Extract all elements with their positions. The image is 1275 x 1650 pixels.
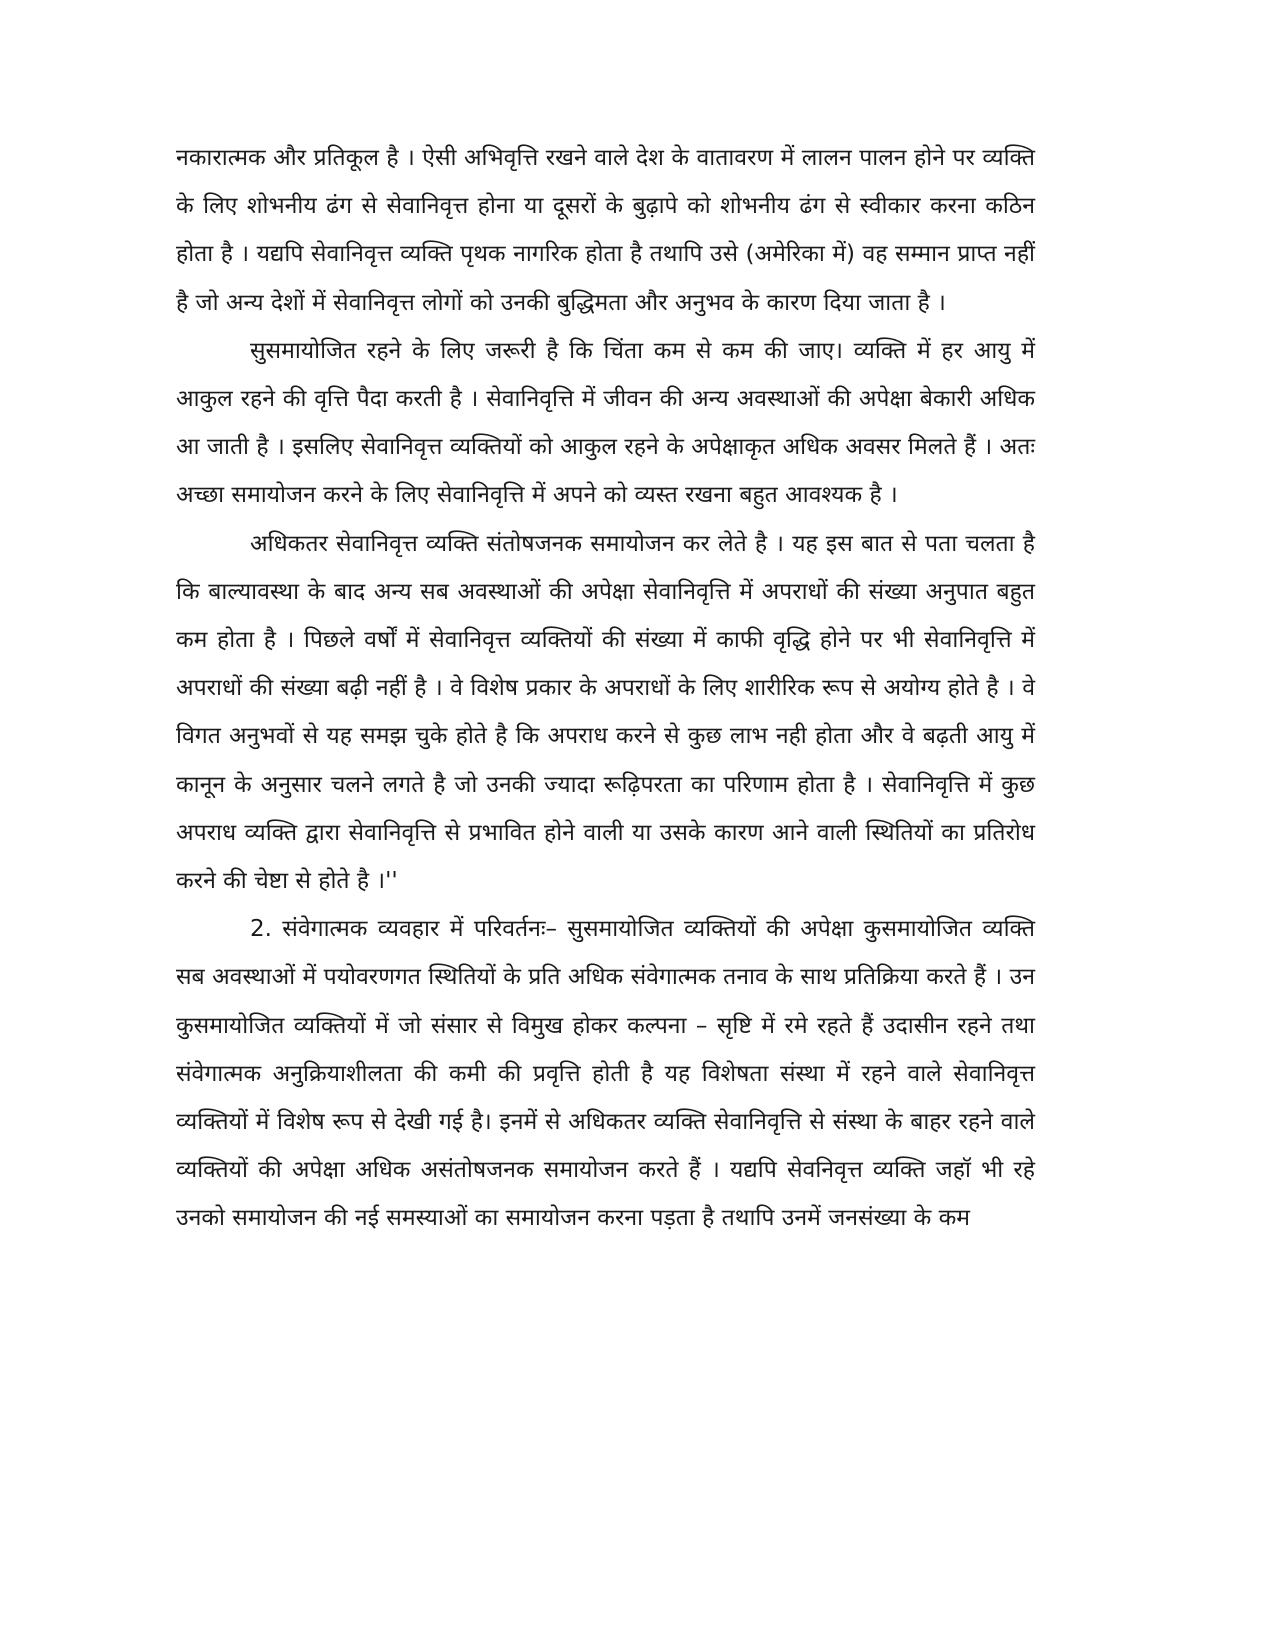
document-page bbox=[176, 134, 1035, 1243]
paragraph-4: 2. संवेगात्मक व्यवहार में परिवर्तनः– सुसमायोजित व्यक्तियों की अपेक्षा कुसमायोजित व्यक्ति सब अवस्थाओं में पयोवरणगत स्थितियों के प्रति अधिक संवेगात्मक तनाव के साथ प्रतिक्रिया करते हैं । उन कुसमायोजित व्यक्तियों में जो संसार से विमुख होकर कल्पना – सृष्टि में रमे रहते हैं उदासीन रहने तथा संवेगात्मक अनुक्रियाशीलता की कमी की प्रवृत्ति होती है यह विशेषता संस्था में रहने वाले सेवानिवृत्त व्यक्तियों में विशेष रूप से देखी गई है। इनमें से अधिकतर व्यक्ति सेवानिवृत्ति से संस्था के बाहर रहने वाले व्यक्तियों की अपेक्षा अधिक असंतोषजनक समायोजन करते हैं । यद्यपि सेवनिवृत्त व्यक्ति जहॉ भी रहे उनको समायोजन की नई समस्याओं का समायोजन करना पड़ता है तथापि उनमें जनसंख्या के कम bbox=[176, 916, 1035, 1232]
paragraph-1: नकारात्मक और प्रतिकूल है । ऐसी अभिवृत्ति रखने वाले देश के वातावरण में लालन पालन होने पर व्यक्ति के लिए शोभनीय ढंग से सेवानिवृत्त होना या दूसरों के बुढ़ापे को शोभनीय ढंग से स्वीकार करना कठिन होता है । यद्यपि सेवानिवृत्त व्यक्ति पृथक नागरिक होता है तथापि उसे (अमेरिका में) वह सम्मान प्राप्त नहीं है जो अन्य देशों में सेवानिवृत्त लोगों को उनकी बुद्धिमता और अनुभव के कारण दिया जाता है । bbox=[176, 145, 1035, 316]
paragraph-3: अधिकतर सेवानिवृत्त व्यक्ति संतोषजनक समायोजन कर लेते है । यह इस बात से पता चलता है कि बाल्यावस्था के बाद अन्य सब अवस्थाओं की अपेक्षा सेवानिवृत्ति में अपराधों की संख्या अनुपात बहुत कम होता है । पिछले वर्षों में सेवानिवृत्त व्यक्तियों की संख्या में काफी वृद्धि होने पर भी सेवानिवृत्ति में अपराधों की संख्या बढ़ी नहीं है । वे विशेष प्रकार के अपराधों के लिए शारीरिक रूप से अयोग्य होते है । वे विगत अनुभवों से यह समझ चुके होते है कि अपराध करने से कुछ लाभ नही होता और वे बढ़ती आयु में कानून के अनुसार चलने लगते है जो उनकी ज्यादा रूढ़िपरता का परिणाम होता है । सेवानिवृत्ति में कुछ अपराध व्यक्ति द्वारा सेवानिवृत्ति से प्रभावित होने वाली या उसके कारण आने वाली स्थितियों का प्रतिरोध करने की चेष्टा से होते है ।'' bbox=[176, 530, 1035, 895]
paragraph-2: सुसमायोजित रहने के लिए जरूरी है कि चिंता कम से कम की जाए। व्यक्ति में हर आयु में आकुल रहने की वृत्ति पैदा करती है । सेवानिवृत्ति में जीवन की अन्य अवस्थाओं की अपेक्षा बेकारी अधिक आ जाती है । इसलिए सेवानिवृत्त व्यक्तियों को आकुल रहने के अपेक्षाकृत अधिक अवसर मिलते हैं । अतः अच्छा समायोजन करने के लिए सेवानिवृत्ति में अपने को व्यस्त रखना बहुत आवश्यक है । bbox=[176, 337, 1035, 509]
